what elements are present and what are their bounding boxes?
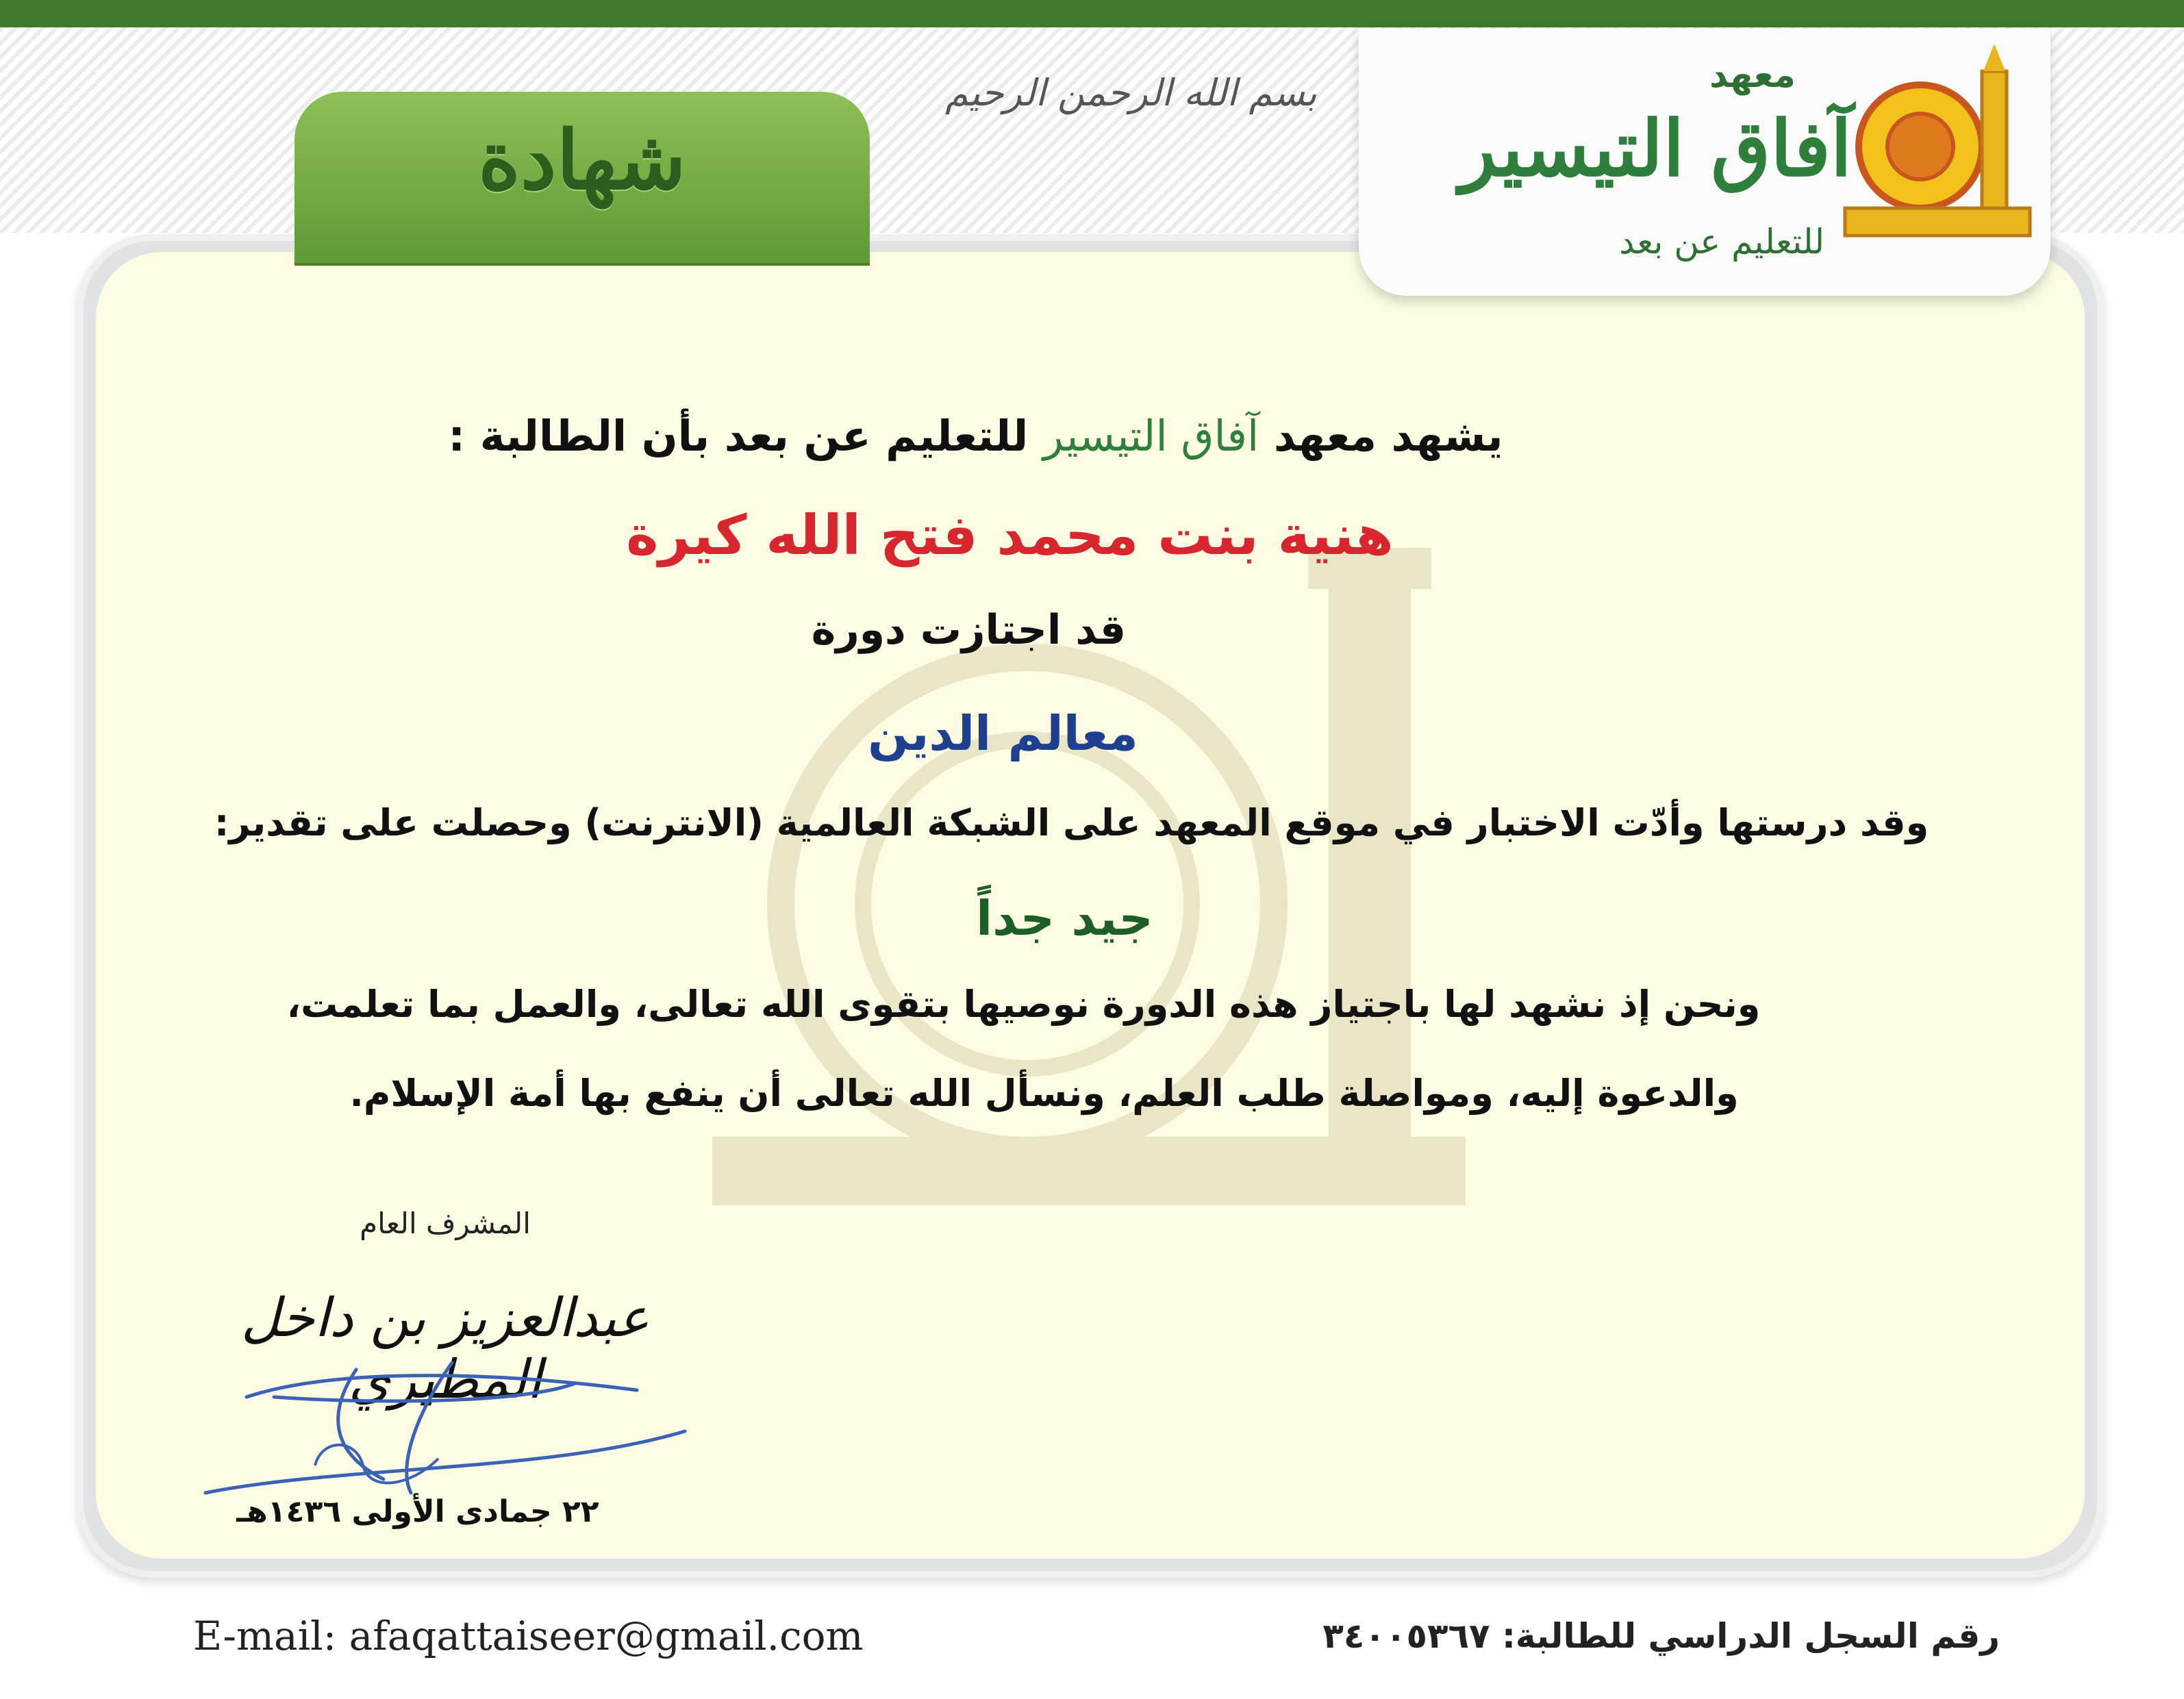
basmala: بسم الله الرحمن الرحيم [945, 71, 1317, 114]
course-name: معالم الدين [868, 705, 1138, 762]
logo-name: آفاق التيسير [1459, 104, 1852, 194]
signature-title: المشرف العام [360, 1207, 531, 1240]
certificate-tab [294, 92, 870, 263]
signature-name: عبدالعزيز بن داخل المطيري [240, 1287, 650, 1411]
closing-line-2: والدعوة إليه، ومواصلة طلب العلم، ونسأل الله تعالى أن ينفع بها أمة الإسلام. [349, 1072, 1739, 1115]
signature-date: ٢٢ جمادى الأولى ١٤٣٦هـ [236, 1494, 599, 1529]
logo-subtitle: للتعليم عن بعد [1619, 222, 1824, 262]
logo-card [1359, 29, 2050, 296]
top-green-band [0, 0, 2184, 27]
footer-registration: رقم السجل الدراسي للطالبة: ٣٤٠٠٥٣٦٧ [1322, 1616, 2000, 1656]
intro-after: للتعليم عن بعد بأن الطالبة : [448, 411, 1029, 461]
footer-email: E-mail: afaqattaiseer@gmail.com [193, 1613, 864, 1659]
closing-line-1: ونحن إذ نشهد لها باجتياز هذه الدورة نوصيها بتقوى الله تعالى، والعمل بما تعلمت، [286, 983, 1761, 1026]
grade: جيد جداً [976, 890, 1153, 946]
mosque-icon [1838, 44, 2037, 249]
signature-scribble [192, 1356, 699, 1507]
logo-institute: معهد [1709, 55, 1796, 96]
passed-text: قد اجتازت دورة [811, 606, 1127, 654]
intro-brand: آفاق التيسير [1042, 411, 1259, 461]
certificate-tab-title: شهادة [478, 112, 686, 207]
intro-line [0, 411, 2068, 461]
student-name: هنية بنت محمد فتح الله كيرة [626, 503, 1394, 567]
study-text: وقد درستها وأدّت الاختبار في موقع المعهد على الشبكة العالمية (الانترنت) وحصلت على تقدير: [214, 801, 1929, 844]
intro-before: يشهد معهد [1273, 411, 1503, 461]
